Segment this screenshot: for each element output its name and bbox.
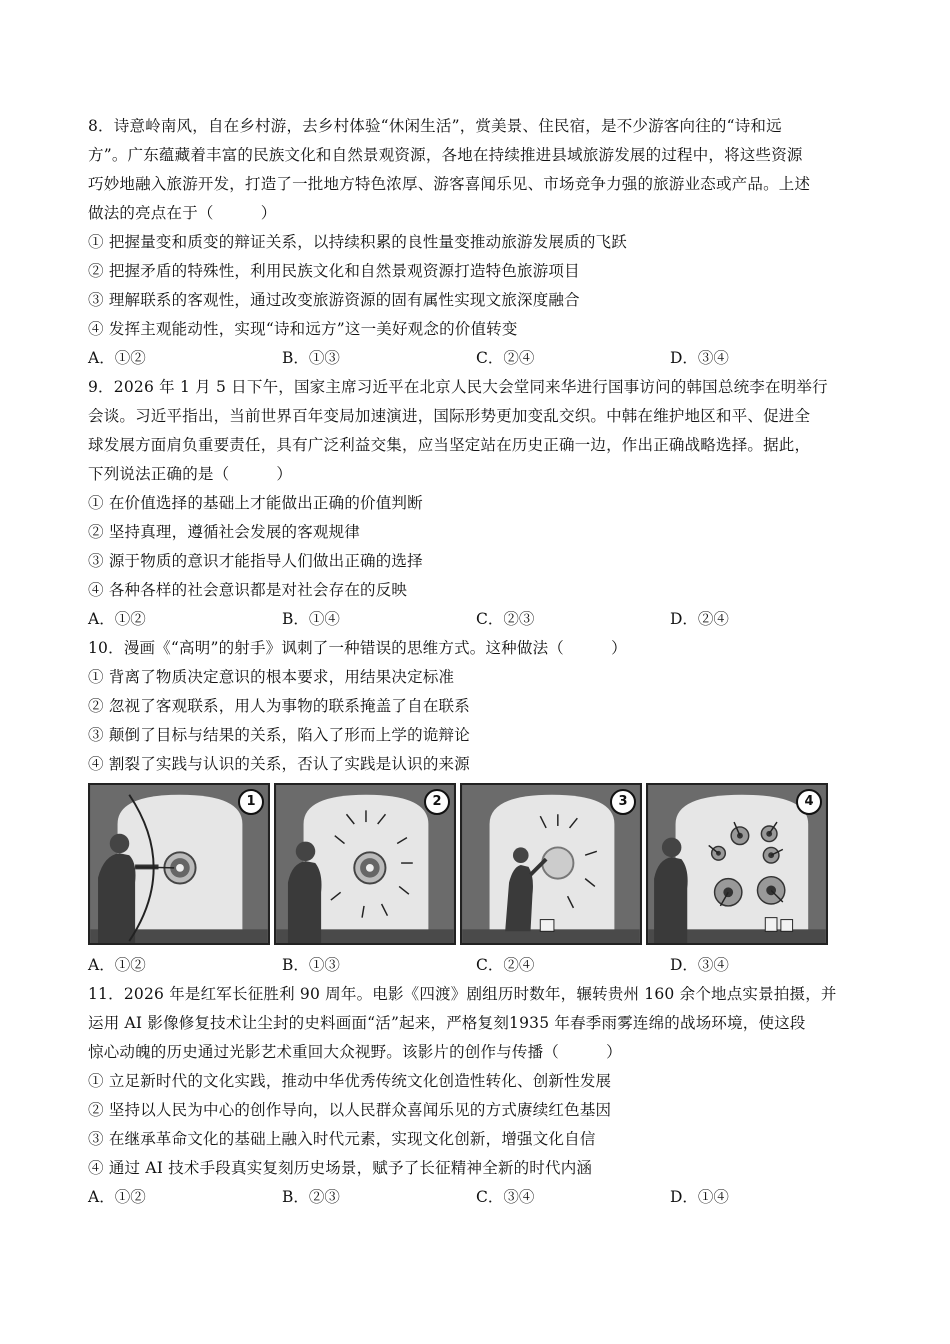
option-c[interactable]: C．②④ — [476, 349, 535, 367]
option-d[interactable]: D．③④ — [670, 956, 729, 974]
stem-line: 下列说法正确的是（ ） — [88, 465, 293, 483]
panel-number: 4 — [796, 789, 822, 815]
statement-item: ④ 割裂了实践与认识的关系，否认了实践是认识的来源 — [88, 755, 470, 773]
stem-line: 10．漫画《“高明”的射手》讽刺了一种错误的思维方式。这种做法（ ） — [88, 639, 627, 657]
stem-line: 会谈。习近平指出，当前世界百年变局加速演进，国际形势更加变乱交织。中韩在维护地区和平、促进全 — [88, 407, 811, 425]
option-b[interactable]: B．①④ — [282, 610, 340, 628]
answer-options — [88, 605, 868, 634]
statement-item: ③ 理解联系的客观性，通过改变旅游资源的固有属性实现文旅深度融合 — [88, 291, 580, 309]
question-stem — [88, 634, 868, 663]
stem-line: 运用 AI 影像修复技术让尘封的史料画面“活”起来，严格复刻1935 年春季雨雾连绵的战场环境，使这段 — [88, 1014, 806, 1032]
question-stem — [88, 373, 868, 489]
option-c[interactable]: C．③④ — [476, 1188, 535, 1206]
question-10 — [88, 634, 868, 980]
stem-line: 8．诗意岭南风，自在乡村游，去乡村体验“休闲生活”，赏美景、住民宿，是不少游客向往的“诗和远 — [88, 117, 782, 135]
stem-line: 方”。广东蕴藏着丰富的民族文化和自然景观资源，各地在持续推进县域旅游发展的过程中，将这些资源 — [88, 146, 803, 164]
statement-item: ① 把握量变和质变的辩证关系，以持续积累的良性量变推动旅游发展质的飞跃 — [88, 233, 627, 251]
exam-page — [88, 112, 868, 1212]
archer-comic — [88, 783, 868, 945]
option-b[interactable]: B．①③ — [282, 349, 340, 367]
option-c[interactable]: C．②③ — [476, 610, 535, 628]
option-a[interactable]: A．①② — [88, 1188, 146, 1206]
option-d[interactable]: D．③④ — [670, 349, 729, 367]
statement-item: ④ 发挥主观能动性，实现“诗和远方”这一美好观念的价值转变 — [88, 320, 518, 338]
comic-panel-2 — [274, 783, 456, 945]
answer-options — [88, 951, 868, 980]
question-stem — [88, 112, 868, 228]
question-11 — [88, 980, 868, 1212]
question-9 — [88, 373, 868, 634]
stem-line: 球发展方面肩负重要责任，具有广泛利益交集，应当坚定站在历史正确一边，作出正确战略选择。据此， — [88, 436, 811, 454]
statement-item: ④ 各种各样的社会意识都是对社会存在的反映 — [88, 581, 408, 599]
option-b[interactable]: B．①③ — [282, 956, 340, 974]
option-d[interactable]: D．①④ — [670, 1188, 729, 1206]
comic-panel-3 — [460, 783, 642, 945]
stem-line: 惊心动魄的历史通过光影艺术重回大众视野。该影片的创作与传播（ ） — [88, 1043, 622, 1061]
statement-item: ③ 在继承革命文化的基础上融入时代元素，实现文化创新，增强文化自信 — [88, 1130, 596, 1148]
option-d[interactable]: D．②④ — [670, 610, 729, 628]
panel-number: 2 — [424, 789, 450, 815]
statement-item: ① 立足新时代的文化实践，推动中华优秀传统文化创造性转化、创新性发展 — [88, 1072, 612, 1090]
option-a[interactable]: A．①② — [88, 349, 146, 367]
option-a[interactable]: A．①② — [88, 956, 146, 974]
option-a[interactable]: A．①② — [88, 610, 146, 628]
statement-item: ① 在价值选择的基础上才能做出正确的价值判断 — [88, 494, 423, 512]
statement-item: ② 忽视了客观联系，用人为事物的联系掩盖了自在联系 — [88, 697, 470, 715]
option-c[interactable]: C．②④ — [476, 956, 535, 974]
comic-panel-1 — [88, 783, 270, 945]
statement-item: ② 把握矛盾的特殊性，利用民族文化和自然景观资源打造特色旅游项目 — [88, 262, 580, 280]
statement-item: ② 坚持真理，遵循社会发展的客观规律 — [88, 523, 361, 541]
panel-number: 3 — [610, 789, 636, 815]
answer-options — [88, 344, 868, 373]
option-b[interactable]: B．②③ — [282, 1188, 340, 1206]
question-stem — [88, 980, 868, 1067]
stem-line: 做法的亮点在于（ ） — [88, 204, 277, 222]
panel-number: 1 — [238, 789, 264, 815]
answer-options — [88, 1183, 868, 1212]
statement-item: ② 坚持以人民为中心的创作导向，以人民群众喜闻乐见的方式赓续红色基因 — [88, 1101, 612, 1119]
statement-item: ① 背离了物质决定意识的根本要求，用结果决定标准 — [88, 668, 455, 686]
stem-line: 11．2026 年是红军长征胜利 90 周年。电影《四渡》剧组历时数年，辗转贵州 160 余个地点实景拍摄，并 — [88, 985, 837, 1003]
comic-panel-4 — [646, 783, 828, 945]
stem-line: 9．2026 年 1 月 5 日下午，国家主席习近平在北京人民大会堂同来华进行国事访问的韩国总统李在明举行 — [88, 378, 828, 396]
statement-item: ④ 通过 AI 技术手段真实复刻历史场景，赋予了长征精神全新的时代内涵 — [88, 1159, 593, 1177]
question-8 — [88, 112, 868, 373]
statement-item: ③ 颠倒了目标与结果的关系，陷入了形而上学的诡辩论 — [88, 726, 470, 744]
stem-line: 巧妙地融入旅游开发，打造了一批地方特色浓厚、游客喜闻乐见、市场竞争力强的旅游业态或产品。上述 — [88, 175, 811, 193]
statement-item: ③ 源于物质的意识才能指导人们做出正确的选择 — [88, 552, 423, 570]
